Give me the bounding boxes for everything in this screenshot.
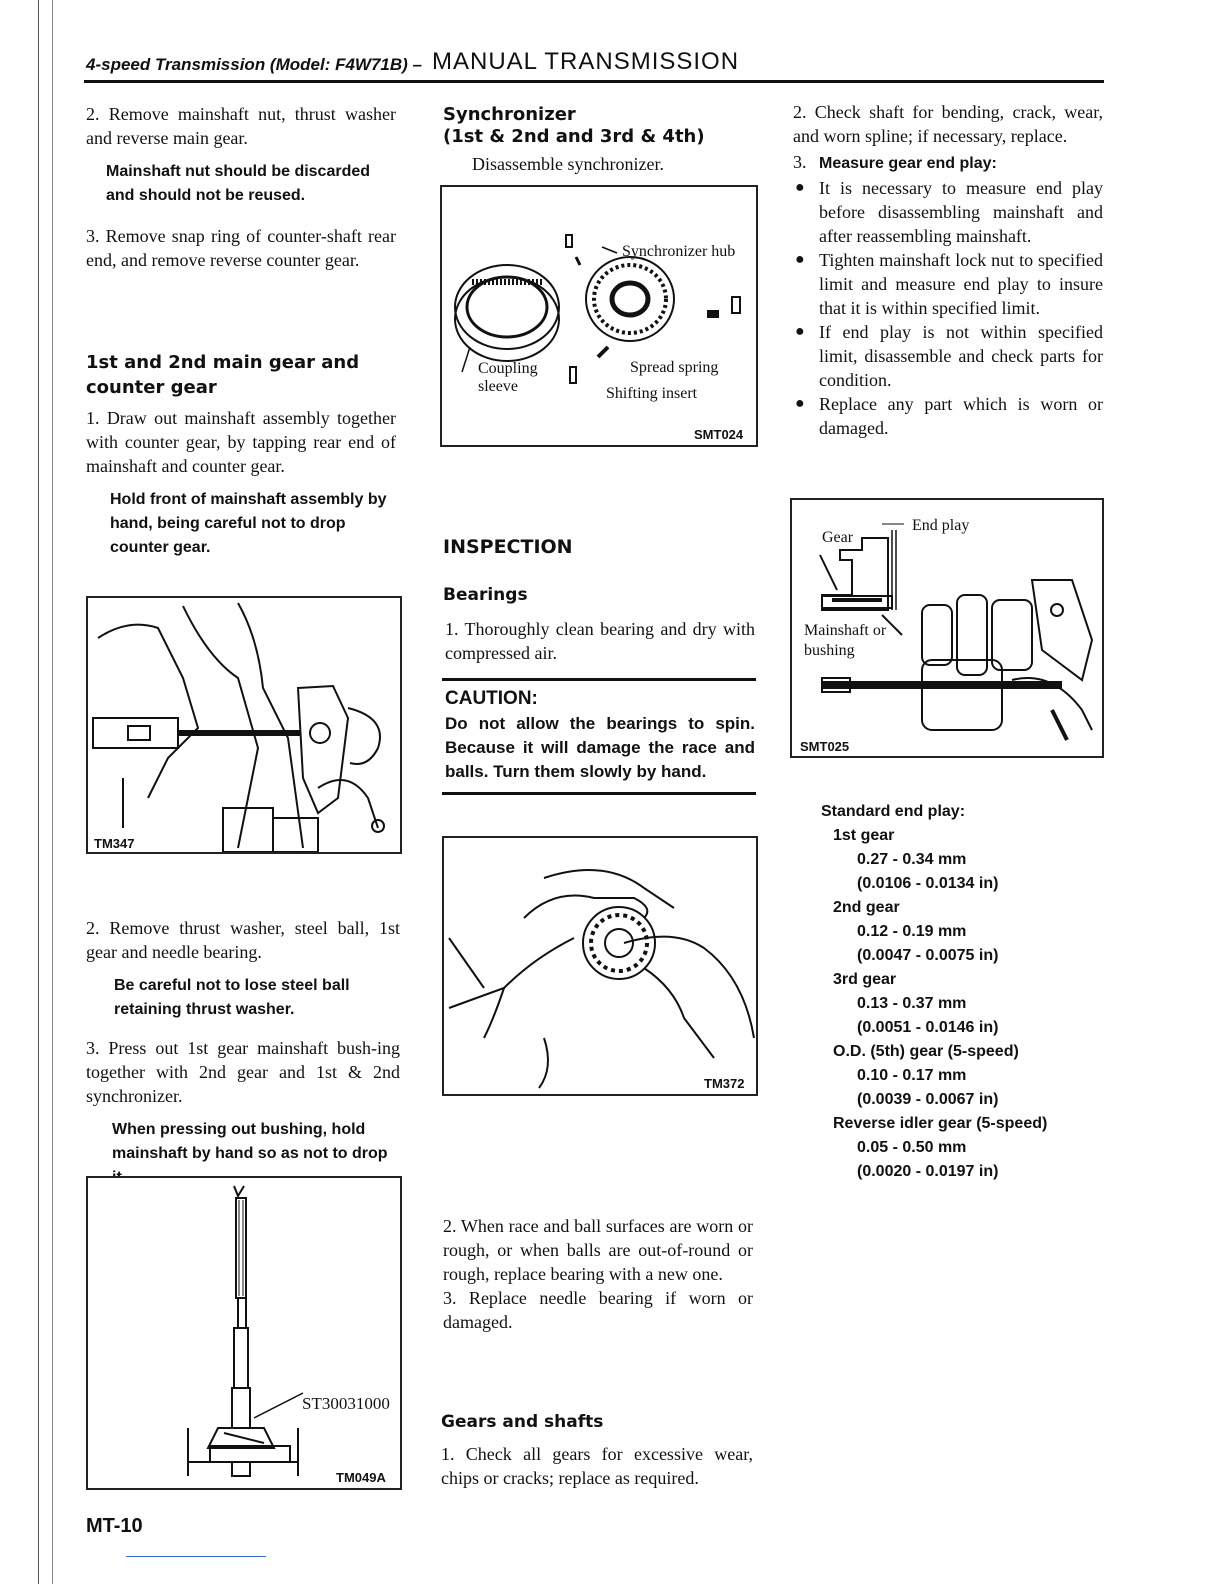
label-shifting-insert: Shifting insert (606, 385, 698, 402)
spec-mm: 0.05 - 0.50 mm (857, 1139, 967, 1156)
label-bushing: bushing (804, 642, 855, 659)
label-end-play: End play (912, 517, 970, 534)
spec-in: (0.0051 - 0.0146 in) (857, 1019, 999, 1036)
col3-step2: 2. Check shaft for bending, crack, wear, and worn spline; if necessary, replace. (793, 102, 1103, 146)
spec-gear: 1st gear (833, 827, 895, 844)
caution-bottom-rule (442, 792, 756, 795)
header-model: 4-speed Transmission (Model: F4W71B) – (86, 55, 422, 74)
caution-text: Do not allow the bearings to spin. Because it will damage the race and balls. Turn them slowly by hand. (445, 714, 755, 781)
figure-code: TM049A (336, 1470, 386, 1485)
page-number: MT-10 (86, 1515, 143, 1537)
figure-smt025 (790, 498, 1104, 758)
column-1-bottom (86, 916, 400, 1190)
label-coupling: Coupling (478, 360, 538, 377)
sync-heading-1: Synchronizer (443, 104, 576, 125)
spec-mm: 0.27 - 0.34 mm (857, 851, 967, 868)
col3-step3 (793, 150, 1103, 176)
list-item: ● Replace any part which is worn or damaged. (795, 394, 1103, 438)
figure-tm049a-drawing (88, 1178, 400, 1488)
header-rule (84, 80, 1104, 83)
list-item: ● It is necessary to measure end play before disassembling mainshaft and after reassembling mainshaft. (795, 178, 1103, 246)
col1-step2-note: Mainshaft nut should be discarded and should not be reused. (106, 163, 371, 204)
figure-tm347 (86, 596, 402, 854)
col3-step3-num: 3. (793, 152, 807, 172)
spec-mm: 0.10 - 0.17 mm (857, 1067, 967, 1084)
spec-mm: 0.13 - 0.37 mm (857, 995, 967, 1012)
spec-gear: O.D. (5th) gear (5-speed) (833, 1043, 1019, 1060)
gears-step1: 1. Check all gears for excessive wear, chips or cracks; replace as required. (441, 1444, 753, 1488)
figure-tm372-drawing (444, 838, 756, 1094)
spec-list (833, 824, 1047, 1184)
endplay-bullet-list (793, 176, 1103, 440)
scan-margin-line (38, 0, 39, 1584)
list-item: ● Tighten mainshaft lock nut to specified limit and measure end play to insure that it is within specified limit. (795, 250, 1103, 318)
list-item: ● If end play is not within specified limit, disassemble and check parts for condition. (795, 322, 1103, 390)
figure-tool-label: ST30031000 (302, 1394, 390, 1413)
col1-step3b-note: When pressing out bushing, hold mainshaft by hand so as not to drop (112, 1121, 388, 1162)
col1-step2b: 2. Remove thrust washer, steel ball, 1st gear and needle bearing. (86, 918, 400, 962)
spec-gear: 2nd gear (833, 899, 900, 916)
caution-title: CAUTION: (445, 688, 538, 709)
label-spread-spring: Spread spring (630, 359, 719, 376)
col1-step3b: 3. Press out 1st gear mainshaft bush-ing together with 2nd gear and 1st & 2nd synchronizer. (86, 1038, 400, 1106)
spec-in: (0.0047 - 0.0075 in) (857, 947, 999, 964)
bearing-step2: 2. When race and ball surfaces are worn or rough, or when balls are out-of-round or rough, replace bearing with a new one. (443, 1216, 753, 1284)
col1-step2: 2. Remove mainshaft nut, thrust washer and reverse main gear. (86, 104, 396, 148)
spec-gear: Reverse idler gear (5-speed) (833, 1115, 1048, 1132)
col1-step1-note: Hold front of mainshaft assembly by hand, being careful not to drop counter gear. (110, 491, 387, 556)
figure-smt024-drawing (442, 187, 756, 445)
spec-mm: 0.12 - 0.19 mm (857, 923, 967, 940)
figure-code: TM372 (704, 1076, 745, 1091)
caution-top-rule (442, 678, 756, 681)
bearing-step3: 3. Replace needle bearing if worn or damaged. (443, 1288, 753, 1332)
inspection-heading: INSPECTION (443, 536, 573, 558)
label-synchronizer-hub: Synchronizer hub (622, 243, 736, 260)
figure-tm049a (86, 1176, 402, 1490)
spec-in: (0.0020 - 0.0197 in) (857, 1163, 999, 1180)
col1-step2b-note: Be careful not to lose steel ball retaining thrust washer. (114, 977, 350, 1018)
label-gear: Gear (822, 529, 854, 546)
label-sleeve: sleeve (478, 378, 518, 395)
label-mainshaft: Mainshaft or (804, 622, 887, 639)
figure-smt024 (440, 185, 758, 447)
column-1-lower (86, 406, 396, 560)
col1-step3: 3. Remove snap ring of counter-shaft rear end, and remove reverse counter gear. (86, 226, 396, 270)
column-3 (793, 100, 1103, 440)
spec-title: Standard end play: (821, 803, 966, 820)
gears-heading: Gears and shafts (441, 1412, 604, 1432)
page-title: MANUAL TRANSMISSION (432, 48, 740, 75)
spec-gear: 3rd gear (833, 971, 897, 988)
scan-margin-line-2 (52, 0, 53, 1584)
sync-text: Disassemble synchronizer. (472, 154, 664, 174)
bearing-steps-lower (443, 1214, 753, 1334)
figure-code: SMT025 (800, 739, 850, 754)
spec-in: (0.0039 - 0.0067 in) (857, 1091, 999, 1108)
section-heading-main-gear: 1st and 2nd main gear and counter gear (86, 352, 360, 398)
spec-in: (0.0106 - 0.0134 in) (857, 875, 999, 892)
footer-link-line (126, 1556, 266, 1557)
col3-step3-label: Measure gear end play: (819, 155, 997, 172)
figure-tm347-drawing (88, 598, 400, 852)
sync-heading-2: (1st & 2nd and 3rd & 4th) (443, 126, 705, 147)
figure-tm372 (442, 836, 758, 1096)
col1-step1: 1. Draw out mainshaft assembly together with counter gear, by tapping rear end of mainshaft and counter gear. (86, 408, 396, 476)
bearing-step1: 1. Thoroughly clean bearing and dry with compressed air. (445, 619, 755, 663)
bearings-heading: Bearings (443, 585, 528, 605)
figure-code: SMT024 (694, 427, 744, 442)
figure-code: TM347 (94, 836, 135, 851)
column-1 (86, 102, 396, 272)
